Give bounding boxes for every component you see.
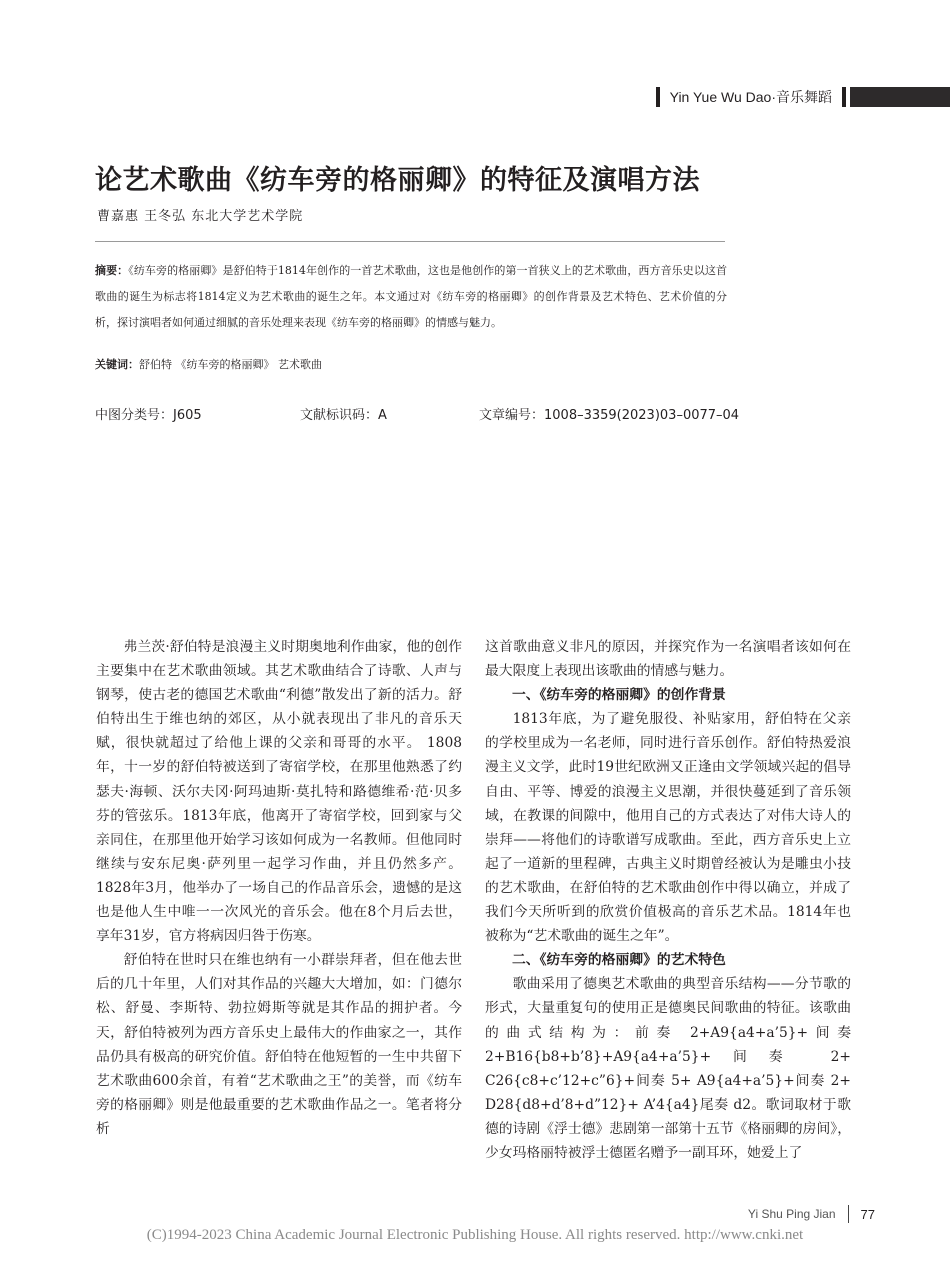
running-title: Yin Yue Wu Dao·音乐舞蹈 xyxy=(669,89,832,105)
page-number: 77 xyxy=(860,1206,875,1222)
section-heading-1: 一、《纺车旁的格丽卿》的创作背景 xyxy=(512,687,726,704)
body-paragraph: 弗兰茨·舒伯特是浪漫主义时期奥地利作曲家，他的创作主要集中在艺术歌曲领域。其艺术歌曲结合了诗歌、人声与钢琴，使古老的德国艺术歌曲“利德”散发出了新的活力。舒伯特出生于维也纳的郊区，从小就表现出了非凡的音乐天赋，很快就超过了给他上课的父亲和哥哥的水平。 1808年，十一岁的舒伯特被送到了寄宿学校，在那里他熟悉了约瑟夫·海顿、沃尔夫冈·阿玛迪斯·莫扎特和路德维希·范·贝多芬的管弦乐。1813年底，他离开了寄宿学校，回到家与父亲同住，在那里他开始学习该如何成为一名教师。但他同时继续与安东尼奥·萨列里一起学习作曲，并且仍然多产。1828年3月，他举办了一场自己的作品音乐会，遗憾的是这也是他人生中唯一一次风光的音乐会。他在8个月后去世，享年31岁，官方将病因归咎于伤寒。 xyxy=(96,639,462,945)
header-block xyxy=(850,87,950,107)
body-paragraph: 舒伯特在世时只在维也纳有一小群崇拜者，但在他去世后的几十年里，人们对其作品的兴趣大大增加，如：门德尔松、舒曼、李斯特、勃拉姆斯等就是其作品的拥护者。今天，舒伯特被列为西方音乐史上最伟大的作曲家之一，其作品仍具有极高的研究价值。舒伯特在他短暂的一生中共留下艺术歌曲600余首，有着“艺术歌曲之王”的美誉，而《纺车旁的格丽卿》则是他最重要的艺术歌曲作品之一。笔者将分析 xyxy=(96,952,462,1137)
body-paragraph: 歌曲采用了德奥艺术歌曲的典型音乐结构——分节歌的形式，大量重复句的使用正是德奥民间歌曲的特征。该歌曲的曲式结构为：前奏 2+A9{a4+a’5}+间奏 2+B16{b8+b’8}+A9{a4+a’5}+间奏 2+ C26{c8+c’12+c”6}+间奏 5+ A9{a4+a’5}+间奏 2+ D28{d8+d’8+d”12}+ A’4{a4}尾奏 d2。歌词取材于歌德的诗剧《浮士德》悲剧第一部第十五节《格丽卿的房间》，少女玛格丽特被浮士德匿名赠予一副耳环，她爱上了 xyxy=(485,976,851,1161)
body-column-right xyxy=(485,635,851,1165)
article-number: 文章编号：1008–3359(2023)03–0077–04 xyxy=(479,408,740,423)
title-rule xyxy=(95,241,725,242)
keywords xyxy=(95,352,322,378)
document-code: 文献标识码：A xyxy=(300,408,387,423)
body-paragraph-continued: 这首歌曲意义非凡的原因，并探究作为一名演唱者该如何在最大限度上表现出该歌曲的情感与魅力。 xyxy=(485,639,851,680)
footer-divider xyxy=(848,1205,849,1223)
clc-number: 中图分类号：J605 xyxy=(95,408,202,423)
abstract-text: 《纺车旁的格丽卿》是舒伯特于1814年创作的一首艺术歌曲，这也是他创作的第一首狭义上的艺术歌曲，西方音乐史以这首歌曲的诞生为标志将1814定义为艺术歌曲的诞生之年。本文通过对《纺车旁的格丽卿》的创作背景及艺术特色、艺术价值的分析，探讨演唱者如何通过细腻的音乐处理来表现《纺车旁的格丽卿》的情感与魅力。 xyxy=(95,264,727,329)
body-paragraph: 1813年底，为了避免服役、补贴家用，舒伯特在父亲的学校里成为一名老师，同时进行音乐创作。舒伯特热爱浪漫主义文学，此时19世纪欧洲又正逢由文学领域兴起的倡导自由、平等、博爱的浪漫主义思潮，并很快蔓延到了音乐领域，在教课的间隙中，他用自己的方式表达了对伟大诗人的崇拜——将他们的诗歌谱写成歌曲。至此，西方音乐史上立起了一道新的里程碑，古典主义时期曾经被认为是雕虫小技的艺术歌曲，在舒伯特的艺术歌曲创作中得以确立，并成了我们今天所听到的欣赏价值极高的音乐艺术品。1814年也被称为“艺术歌曲的诞生之年”。 xyxy=(485,711,851,945)
copyright-watermark: (C)1994-2023 China Academic Journal Electronic Publishing House. All rights reserved. http://www.cnki.net xyxy=(146,1227,804,1243)
body-column-left xyxy=(96,635,462,1141)
header-bar-right xyxy=(842,87,846,107)
journal-name: Yi Shu Ping Jian xyxy=(747,1207,836,1221)
abstract-label: 摘要： xyxy=(95,264,129,277)
page-footer xyxy=(748,1205,875,1223)
running-header xyxy=(656,87,950,107)
abstract xyxy=(95,258,727,336)
article-title: 论艺术歌曲《纺车旁的格丽卿》的特征及演唱方法 xyxy=(95,165,700,196)
keywords-label: 关键词： xyxy=(95,358,139,371)
author-line: 曹嘉惠 王冬弘 东北大学艺术学院 xyxy=(97,209,304,224)
section-heading-2: 二、《纺车旁的格丽卿》的艺术特色 xyxy=(512,952,726,969)
keywords-text: 舒伯特 《纺车旁的格丽卿》 艺术歌曲 xyxy=(139,358,322,371)
header-bar-left xyxy=(656,87,660,107)
